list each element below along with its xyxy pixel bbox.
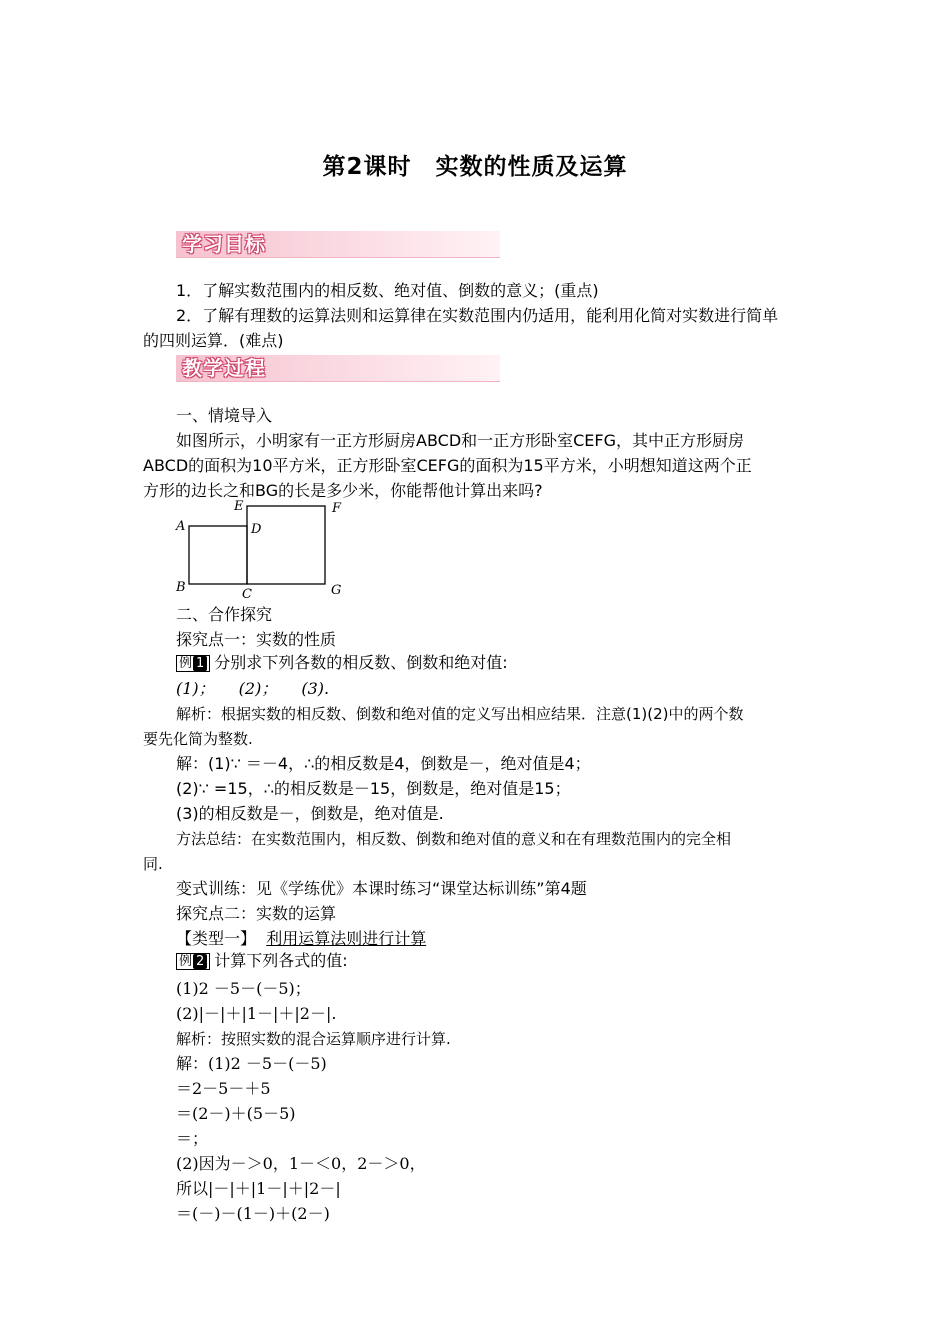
intro-paragraph-line-1: 如图所示，小明家有一正方形厨房ABCD和一正方形卧室CEFG，其中正方形厨房 bbox=[176, 431, 745, 450]
practice-reference: 变式训练：见《学练优》本课时练习“课堂达标训练”第4题 bbox=[176, 879, 587, 898]
label-e: E bbox=[234, 499, 244, 514]
label-d: D bbox=[251, 522, 262, 537]
method-summary-line-2: 同. bbox=[143, 855, 163, 873]
example-1-prompt: 例 1 分别求下列各数的相反数、倒数和绝对值: bbox=[176, 653, 508, 673]
explore-point-2: 探究点二：实数的运算 bbox=[176, 904, 337, 923]
example-1-solution-3: (3)的相反数是－，倒数是，绝对值是. bbox=[176, 804, 444, 823]
label-c: C bbox=[242, 587, 252, 602]
section-title-objectives: 学习目标 bbox=[182, 232, 266, 256]
label-b: B bbox=[176, 580, 186, 595]
objective-2: 2．了解有理数的运算法则和运算律在实数范围内仍适用，能利用化简对实数进行简单 bbox=[176, 306, 779, 325]
label-g: G bbox=[331, 583, 342, 598]
example-1-label: 例 1 bbox=[176, 655, 210, 672]
section-banner-process bbox=[176, 355, 500, 382]
objective-1: 1．了解实数范围内的相反数、绝对值、倒数的意义；(重点) bbox=[176, 281, 599, 300]
example-1-analysis-line-1: 解析：根据实数的相反数、倒数和绝对值的定义写出相应结果．注意(1)(2)中的两个数 bbox=[176, 705, 744, 723]
squares-figure bbox=[170, 498, 350, 602]
intro-heading: 一、情境导入 bbox=[176, 406, 273, 425]
square-cefg bbox=[247, 506, 325, 584]
example-2-solution-7: ＝(－)－(1－)＋(2－) bbox=[176, 1204, 330, 1223]
example-2-analysis: 解析：按照实数的混合运算顺序进行计算. bbox=[176, 1030, 451, 1048]
method-summary-line-1: 方法总结：在实数范围内，相反数、倒数和绝对值的意义和在有理数范围内的完全相 bbox=[176, 830, 732, 848]
example-2-solution-1: 解：(1)2 －5－(－5) bbox=[176, 1054, 327, 1073]
section-banner-objectives bbox=[176, 231, 500, 258]
type-1-heading: 【类型一】 利用运算法则进行计算 bbox=[176, 929, 427, 948]
example-1-items: (1)； (2)； (3). bbox=[176, 679, 330, 698]
label-f: F bbox=[332, 501, 342, 516]
example-2-solution-4: ＝； bbox=[176, 1129, 209, 1148]
example-2-solution-5: (2)因为－＞0，1－＜0，2－＞0， bbox=[176, 1154, 426, 1173]
example-2-solution-3: ＝(2－)＋(5－5) bbox=[176, 1104, 296, 1123]
section-title-process: 教学过程 bbox=[182, 356, 266, 380]
example-1-solution-1: 解：(1)∵ ＝－4，∴的相反数是4，倒数是－，绝对值是4； bbox=[176, 754, 591, 773]
explore-point-1: 探究点一：实数的性质 bbox=[176, 630, 337, 649]
example-2-solution-2: ＝2－5－＋5 bbox=[176, 1079, 271, 1098]
example-2-label: 例 2 bbox=[176, 953, 210, 970]
example-2-question-2: (2)|－|＋|1－|＋|2－|. bbox=[176, 1004, 337, 1023]
intro-paragraph-line-2: ABCD的面积为10平方米，正方形卧室CEFG的面积为15平方米，小明想知道这两个正 bbox=[143, 456, 752, 475]
page-title: 第2课时 实数的性质及运算 bbox=[322, 154, 628, 180]
example-2-question-1: (1)2 －5－(－5)； bbox=[176, 979, 311, 998]
explore-heading: 二、合作探究 bbox=[176, 605, 273, 624]
objective-2-cont: 的四则运算．(难点) bbox=[143, 331, 284, 350]
example-2-prompt: 例 2 计算下列各式的值: bbox=[176, 951, 348, 971]
example-1-solution-2: (2)∵ =15，∴的相反数是－15，倒数是，绝对值是15； bbox=[176, 779, 571, 798]
example-2-solution-6: 所以|－|＋|1－|＋|2－| bbox=[176, 1179, 341, 1198]
label-a: A bbox=[176, 519, 186, 534]
intro-paragraph-line-3: 方形的边长之和BG的长是多少米，你能帮他计算出来吗? bbox=[143, 481, 543, 500]
example-1-analysis-line-2: 要先化简为整数. bbox=[143, 730, 253, 748]
square-abcd bbox=[189, 526, 247, 584]
